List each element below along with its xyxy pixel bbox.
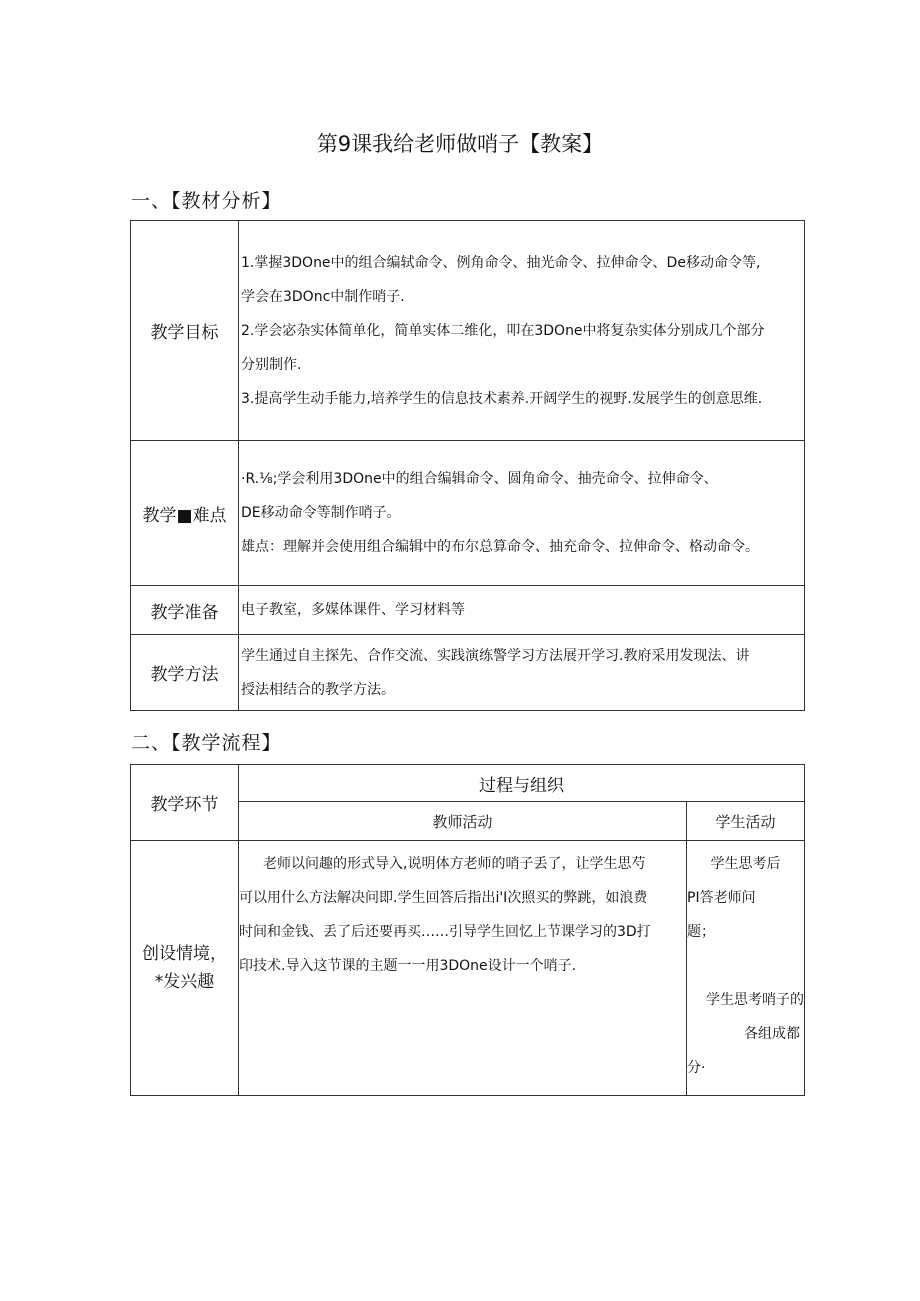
table-row	[131, 765, 805, 802]
header-process: 过程与组织	[239, 765, 805, 802]
page-title: 第9课我给老师做哨子【教案】	[316, 132, 604, 156]
stage-line: 创设情境，	[142, 944, 227, 964]
row-label-preparation: 教学准备	[131, 586, 239, 635]
text-line: 学生思考后	[710, 856, 781, 872]
text-line: 印技术.导入这节课的主题一一用3DOne设计一个哨子.	[239, 958, 577, 974]
text-line: 授法相结合的教学方法。	[241, 681, 395, 698]
row-content-preparation	[239, 586, 805, 635]
row-label-methods: 教学方法	[131, 635, 239, 711]
text-line: 分·	[687, 1060, 706, 1076]
text-line: 3.提高学生动手能力,培养学生的信息技术素养.开阔学生的视野.发展学生的创意思维.	[241, 390, 763, 407]
text-line: 2.学会宓杂实体简单化，简单实体二维化，叩在3DOne中将复杂实体分别成几个部分	[241, 322, 765, 339]
text-line: 分别制作.	[241, 356, 302, 373]
flow-table	[130, 764, 805, 1096]
teacher-activity-cell	[239, 841, 687, 1096]
text-line: 可以用什么方法解决问即.学生回答后指出i'I次照买的弊跳，如浪费	[239, 890, 648, 906]
section-heading-flow: 二、【教学流程】	[131, 732, 282, 754]
section-heading-analysis: 一、【教材分析】	[131, 190, 282, 212]
text-line: 1.掌握3DOne中的组合编轼命令、例角命令、抽光命令、拉伸命令、De移动命令等,	[241, 254, 761, 271]
header-stage: 教学环节	[131, 765, 239, 841]
text-line: 老师以问趣的形式导入,说明体方老师的哨子丢了，让学生思芍	[263, 856, 646, 872]
text-line: 各组成都	[744, 1026, 800, 1042]
table-row	[131, 441, 805, 586]
text-line: 电子教室，多媒体课件、学习材料等	[241, 602, 465, 618]
stage-cell	[131, 841, 239, 1096]
table-row	[131, 221, 805, 441]
stage-line: *发兴趣	[154, 972, 215, 992]
text-line: DE移动命令等制作哨子。	[241, 505, 401, 521]
student-activity-cell	[687, 841, 805, 1096]
row-content-key-points	[239, 441, 805, 586]
header-teacher: 教师活动	[239, 802, 687, 841]
text-line: 雄点：理解并会使用组合编辑中的布尔总算命令、抽充命令、拉伸命令、格动命令。	[241, 539, 759, 555]
text-line: PI答老师问	[687, 890, 756, 906]
row-label-key-points: 教学■难点	[131, 441, 239, 586]
text-line: 学会在3DOnc中制作哨子.	[241, 288, 405, 305]
table-row	[131, 841, 805, 1096]
text-line: 学生通过自主探先、合作交流、实践演练警学习方法展开学习.教府采用发现法、讲	[241, 647, 750, 664]
text-line: 题；	[687, 924, 715, 940]
text-line: 时间和金钱、丢了后还要再买……引导学生回忆上节课学习的3D打	[239, 924, 651, 940]
text-line	[687, 949, 804, 983]
table-row	[131, 586, 805, 635]
text-line: 学生思考哨子的	[706, 992, 804, 1008]
analysis-table	[130, 220, 805, 711]
row-label-goals: 教学目标	[131, 221, 239, 441]
row-content-goals	[239, 221, 805, 441]
text-line: ·R.⅛;学会利用3DOne中的组合编辑命令、圆角命令、抽壳命令、拉伸命令、	[241, 471, 718, 487]
table-row	[131, 635, 805, 711]
header-student: 学生活动	[687, 802, 805, 841]
row-content-methods	[239, 635, 805, 711]
